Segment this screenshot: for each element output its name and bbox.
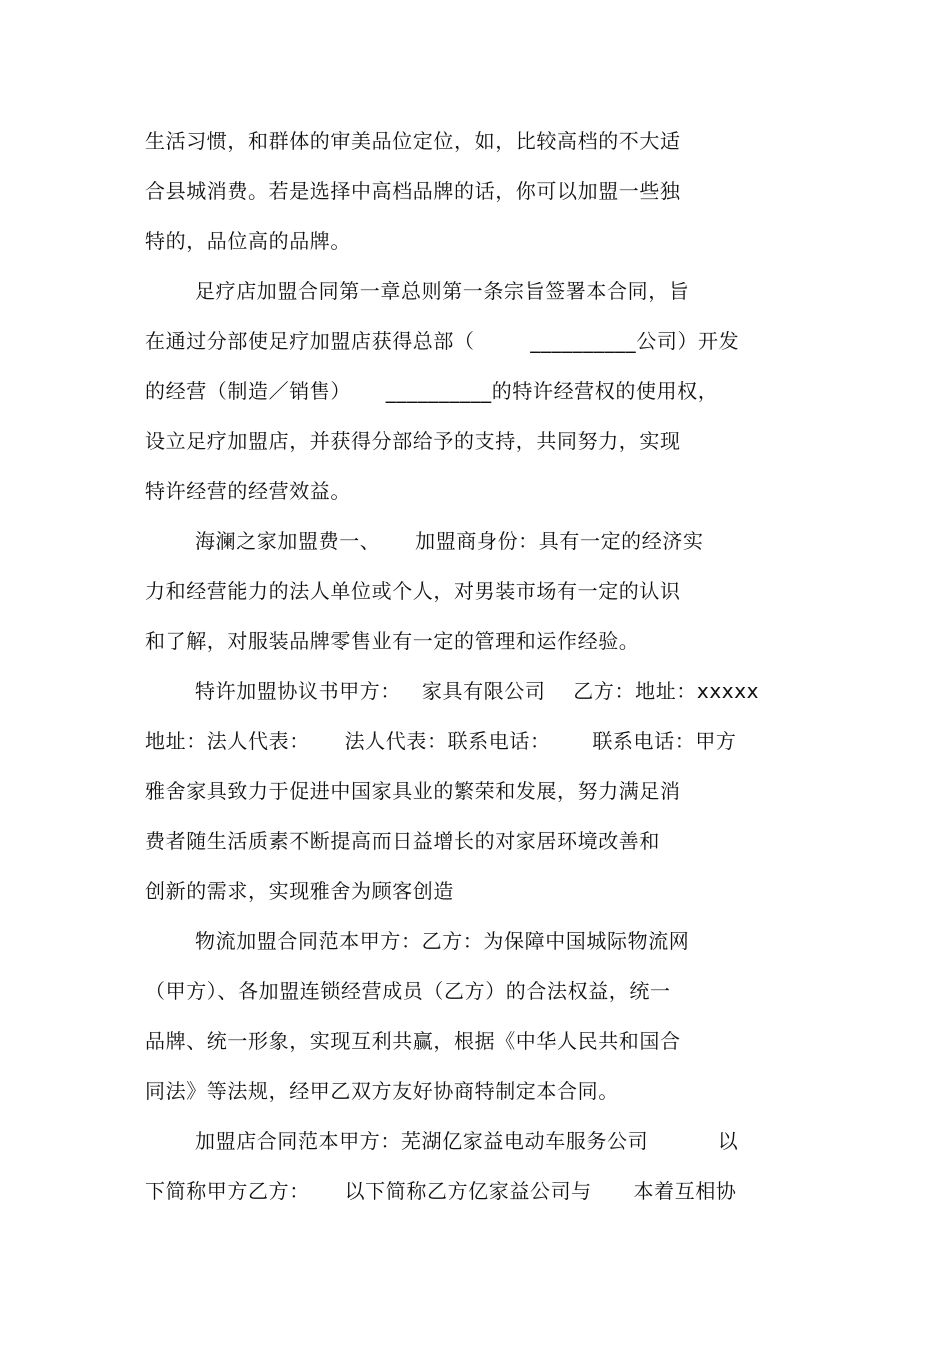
- paragraph-line: 地址：法人代表： 法人代表：联系电话： 联系电话：甲方: [145, 729, 737, 753]
- paragraph-line: 力和经营能力的法人单位或个人，对男装市场有一定的认识: [145, 579, 681, 603]
- paragraph-line: 品牌、统一形象，实现互利共赢，根据《中华人民共和国合: [145, 1029, 681, 1053]
- paragraph-line: 特许加盟协议书甲方： 家具有限公司 乙方：地址：xxxxx: [195, 679, 760, 703]
- paragraph-line: 在通过分部使足疗加盟店获得总部（ __________公司）开发: [145, 329, 740, 353]
- paragraph-line: 同法》等法规，经甲乙双方友好协商特制定本合同。: [145, 1079, 619, 1103]
- paragraph-line: 足疗店加盟合同第一章总则第一条宗旨签署本合同，旨: [195, 279, 690, 303]
- paragraph-line: 特许经营的经营效益。: [145, 479, 351, 503]
- paragraph-line: 合县城消费。若是选择中高档品牌的话，你可以加盟一些独: [145, 179, 681, 203]
- paragraph-line: 下简称甲方乙方： 以下简称乙方亿家益公司与 本着互相协: [145, 1179, 737, 1203]
- paragraph-line: 设立足疗加盟店，并获得分部给予的支持，共同努力，实现: [145, 429, 681, 453]
- paragraph-line: 物流加盟合同范本甲方：乙方：为保障中国城际物流网: [195, 929, 690, 953]
- paragraph-line: 生活习惯，和群体的审美品位定位，如，比较高档的不大适: [145, 129, 681, 153]
- paragraph-line: 海澜之家加盟费一、 加盟商身份：具有一定的经济实: [195, 529, 704, 553]
- paragraph-line: 雅舍家具致力于促进中国家具业的繁荣和发展，努力满足消: [145, 779, 681, 803]
- paragraph-line: 的经营（制造／销售） __________的特许经营权的使用权，: [145, 379, 719, 403]
- paragraph-line: 费者随生活质素不断提高而日益增长的对家居环境改善和: [145, 829, 660, 853]
- paragraph-line: 和了解，对服装品牌零售业有一定的管理和运作经验。: [145, 629, 640, 653]
- paragraph-line: 加盟店合同范本甲方：芜湖亿家益电动车服务公司 以: [195, 1129, 739, 1153]
- paragraph-line: （甲方）、各加盟连锁经营成员（乙方）的合法权益，统一: [145, 979, 671, 1003]
- paragraph-line: 创新的需求，实现雅舍为顾客创造: [145, 879, 454, 903]
- paragraph-line: 特的，品位高的品牌。: [145, 229, 351, 253]
